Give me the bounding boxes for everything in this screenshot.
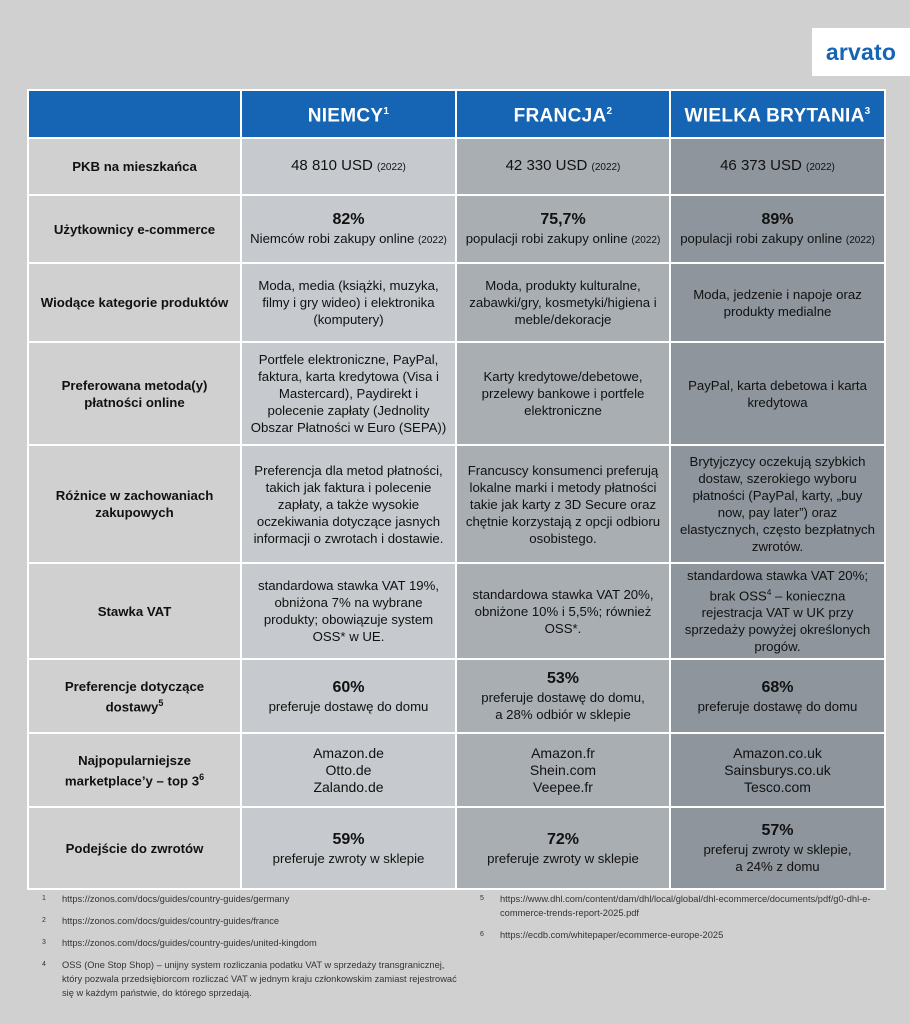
cell-uk: 46 373 USD (2022) — [670, 138, 885, 195]
header-row — [28, 90, 885, 138]
row-vat — [28, 563, 885, 659]
cell-france: Karty kredytowe/debetowe, przelewy bankowe i portfele elektroniczne — [456, 342, 670, 445]
row-label: Preferowana metoda(y) płatności online — [28, 342, 241, 445]
cell-france: 72% preferuje zwroty w sklepie — [456, 807, 670, 889]
footnote: 2 https://zonos.com/docs/guides/country-guides/france — [40, 914, 460, 928]
footnote: 3 https://zonos.com/docs/guides/country-guides/united-kingdom — [40, 936, 460, 950]
row-label: Użytkownicy e-commerce — [28, 195, 241, 263]
header-uk: WIELKA BRYTANIA$^3$ — [670, 90, 885, 138]
cell-france: 42 330 USD (2022) — [456, 138, 670, 195]
footnote-link[interactable]: https://zonos.com/docs/guides/country-guides/united-kingdom — [62, 938, 317, 948]
row-pkb — [28, 138, 885, 195]
cell-uk: Amazon.co.uk Sainsburys.co.uk Tesco.com — [670, 733, 885, 807]
row-marketplace — [28, 733, 885, 807]
cell-uk: standardowa stawka VAT 20%; brak OSS$^4$ – konieczna rejestracja VAT w UK przy sprzedaży powyżej określonych progów. — [670, 563, 885, 659]
row-behavior — [28, 445, 885, 563]
cell-uk: 89% populacji robi zakupy online (2022) — [670, 195, 885, 263]
row-label: Stawka VAT — [28, 563, 241, 659]
footnote: 4 OSS (One Stop Shop) – unijny system rozliczania podatku VAT w sprzedaży transgranicznej, który pozwala przedsiębiorcom rozliczać VAT w jednym kraju członkowskim zamiast rejestrować się w każdym państwie, do którego sprzedają. — [40, 958, 460, 1000]
footnote: 6 https://ecdb.com/whitepaper/ecommerce-europe-2025 — [478, 928, 888, 942]
cell-germany: standardowa stawka VAT 19%, obniżona 7% na wybrane produkty; obowiązuje system OSS* w UE. — [241, 563, 456, 659]
footnote: 1 https://zonos.com/docs/guides/country-guides/germany — [40, 892, 460, 906]
cell-france: Amazon.fr Shein.com Veepee.fr — [456, 733, 670, 807]
row-label: Wiodące kategorie produktów — [28, 263, 241, 342]
header-corner — [28, 90, 241, 138]
footnote-link[interactable]: https://www.dhl.com/content/dam/dhl/local/global/dhl-ecommerce/documents/pdf/g0-dhl-e-commerce-trends-report-2025.pdf — [500, 894, 871, 918]
cell-germany: Moda, media (książki, muzyka, filmy i gry wideo) i elektronika (komputery) — [241, 263, 456, 342]
cell-france: 75,7% populacji robi zakupy online (2022) — [456, 195, 670, 263]
comparison-table — [27, 89, 886, 890]
header-france: FRANCJA$^2$ — [456, 90, 670, 138]
footnote: 5 https://www.dhl.com/content/dam/dhl/local/global/dhl-ecommerce/documents/pdf/g0-dhl-e-commerce-trends-report-2025.pdf — [478, 892, 888, 920]
row-returns — [28, 807, 885, 889]
cell-germany: Amazon.de Otto.de Zalando.de — [241, 733, 456, 807]
row-label: Różnice w zachowaniach zakupowych — [28, 445, 241, 563]
row-label: Podejście do zwrotów — [28, 807, 241, 889]
header-germany: NIEMCY$^1$ — [241, 90, 456, 138]
cell-germany: Portfele elektroniczne, PayPal, faktura, karta kredytowa (Visa i Mastercard), Paydirekt i polecenie zapłaty (Jednolity Obszar Płatności w Euro (SEPA)) — [241, 342, 456, 445]
arvato-logo: arvato — [812, 28, 910, 76]
cell-germany: Preferencja dla metod płatności, takich jak faktura i polecenie zapłaty, a także wysokie oczekiwania dotyczące jasnych informacji o zwrotach i dostawie. — [241, 445, 456, 563]
cell-germany: 82% Niemców robi zakupy online (2022) — [241, 195, 456, 263]
row-categories — [28, 263, 885, 342]
cell-uk: PayPal, karta debetowa i karta kredytowa — [670, 342, 885, 445]
row-delivery — [28, 659, 885, 733]
row-label: Najpopularniejsze marketplace’y – top $3^6$ — [28, 733, 241, 807]
cell-france: Moda, produkty kulturalne, zabawki/gry, kosmetyki/higiena i meble/dekoracje — [456, 263, 670, 342]
cell-uk: 68% preferuje dostawę do domu — [670, 659, 885, 733]
footnote-link[interactable]: https://zonos.com/docs/guides/country-guides/france — [62, 916, 280, 926]
cell-uk: Brytyjczycy oczekują szybkich dostaw, szerokiego wyboru płatności (PayPal, karty, „buy now, pay later”) oraz elastycznych, często bezpłatnych zwrotów. — [670, 445, 885, 563]
cell-uk: 57% preferuj zwroty w sklepie, a 24% z domu — [670, 807, 885, 889]
cell-germany: 48 810 USD (2022) — [241, 138, 456, 195]
row-label: Preferencje dotyczące dostawy$^5$ — [28, 659, 241, 733]
cell-germany: 60% preferuje dostawę do domu — [241, 659, 456, 733]
footnote-text: OSS (One Stop Shop) – unijny system rozliczania podatku VAT w sprzedaży transgranicznej, który pozwala przedsiębiorcom rozliczać VAT w jednym kraju członkowskim zamiast rejestrować się w każdym państwie, do którego sprzedają. — [62, 960, 457, 998]
cell-france: 53% preferuje dostawę do domu, a 28% odbiór w sklepie — [456, 659, 670, 733]
row-label: PKB na mieszkańca — [28, 138, 241, 195]
footnotes-left — [40, 892, 460, 1008]
row-payment — [28, 342, 885, 445]
footnotes-right — [478, 892, 888, 950]
cell-uk: Moda, jedzenie i napoje oraz produkty medialne — [670, 263, 885, 342]
cell-france: standardowa stawka VAT 20%, obniżone 10% i 5,5%; również OSS*. — [456, 563, 670, 659]
cell-germany: 59% preferuje zwroty w sklepie — [241, 807, 456, 889]
footnote-link[interactable]: https://zonos.com/docs/guides/country-guides/germany — [62, 894, 290, 904]
footnote-link[interactable]: https://ecdb.com/whitepaper/ecommerce-europe-2025 — [500, 930, 724, 940]
row-users — [28, 195, 885, 263]
cell-france: Francuscy konsumenci preferują lokalne marki i metody płatności takie jak karty z 3D Secure oraz chętnie korzystają z opcji odbioru osobistego. — [456, 445, 670, 563]
